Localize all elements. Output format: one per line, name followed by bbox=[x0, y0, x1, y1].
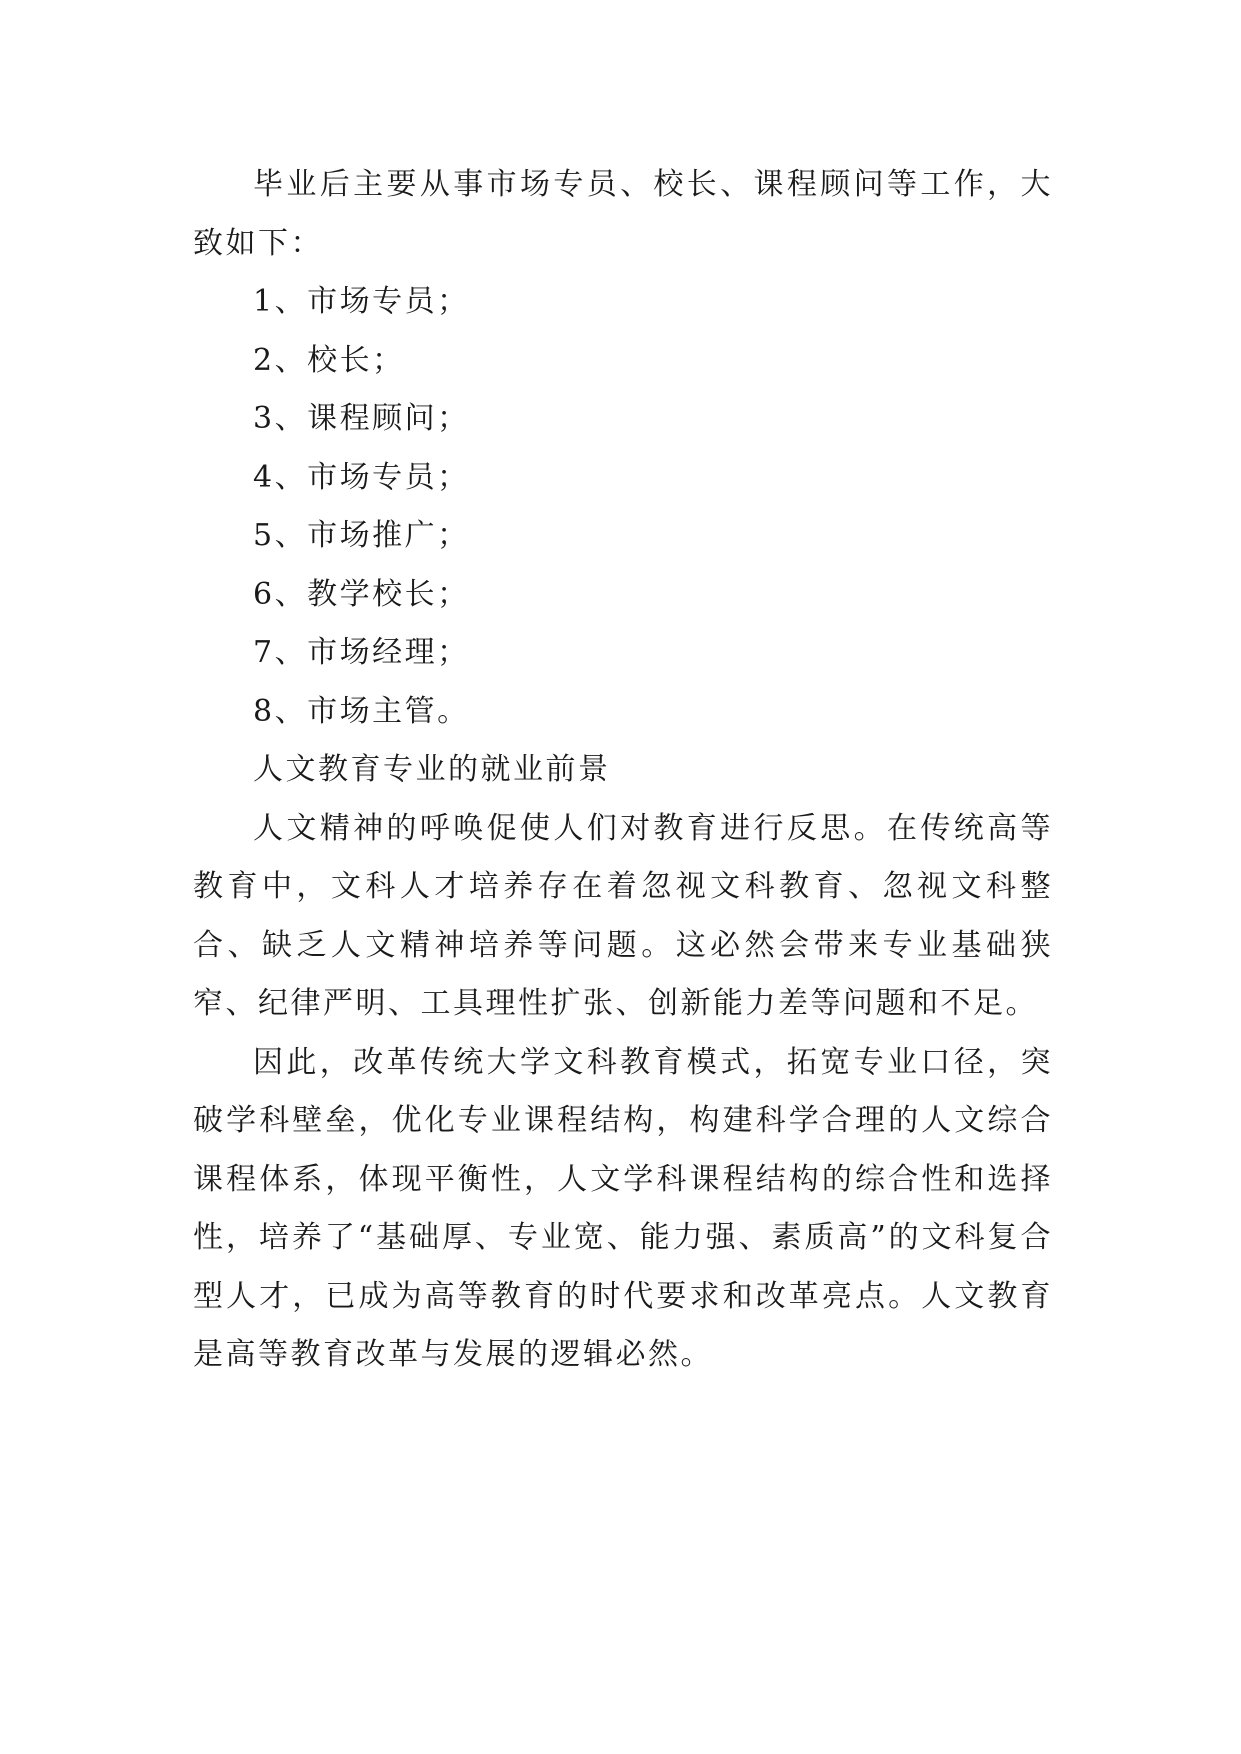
intro-paragraph: 毕业后主要从事市场专员、校长、课程顾问等工作，大致如下： bbox=[193, 167, 1053, 261]
list-item-3: 3、课程顾问； bbox=[253, 401, 470, 436]
list-item-2: 2、校长； bbox=[253, 342, 405, 378]
list-item-8: 8、市场主管。 bbox=[253, 693, 470, 729]
section-title: 人文教育专业的就业前景 bbox=[253, 752, 611, 787]
list-item-6: 6、教学校长； bbox=[253, 576, 470, 612]
document-page bbox=[193, 156, 1053, 1596]
body-paragraph-1: 人文精神的呼唤促使人们对教育进行反思。在传统高等教育中，文科人才培养存在着忽视文科教育、忽视文科整合、缺乏人文精神培养等问题。这必然会带来专业基础狭窄、纪律严明、工具理性扩张、创新能力差等问题和不足。 bbox=[193, 810, 1053, 1021]
body-paragraph-2: 因此，改革传统大学文科教育模式，拓宽专业口径，突破学科壁垒，优化专业课程结构，构建科学合理的人文综合课程体系，体现平衡性，人文学科课程结构的综合性和选择性，培养了“基础厚、专业宽、能力强、素质高”的文科复合型人才，已成为高等教育的时代要求和改革亮点。人文教育是高等教育改革与发展的逻辑必然。 bbox=[193, 1044, 1053, 1372]
list-item-7: 7、市场经理； bbox=[253, 635, 470, 670]
list-item-1: 1、市场专员； bbox=[253, 284, 470, 319]
list-item-5: 5、市场推广； bbox=[253, 518, 470, 553]
list-item-4: 4、市场专员； bbox=[253, 459, 470, 495]
